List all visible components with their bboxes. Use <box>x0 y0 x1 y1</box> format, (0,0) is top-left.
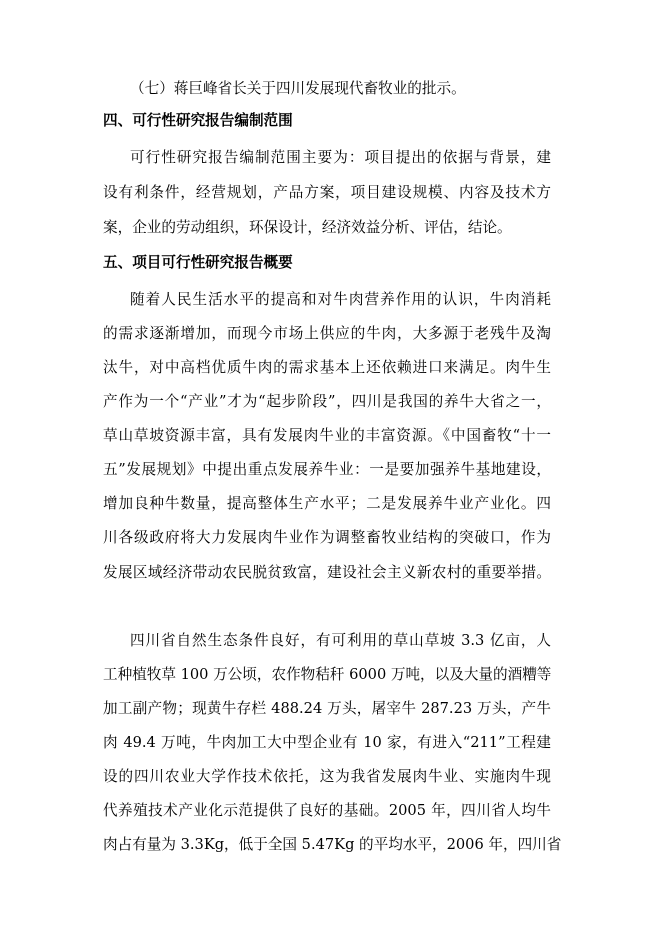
section-5-para2-line: 设的四川农业大学作技术依托，这为我省发展肉牛业、实施肉牛现 <box>103 768 551 785</box>
section-5-para1-line: 川各级政府将大力发展肉牛业作为调整畜牧业结构的突破口，作为 <box>103 529 551 546</box>
section-5-para1-line: 的需求逐渐增加，而现今市场上供应的牛肉，大多源于老残牛及淘 <box>103 325 551 342</box>
section-5-para1-line: 增加良种牛数量，提高整体生产水平；二是发展养牛业产业化。四 <box>103 495 551 512</box>
section-5-para1-line: 随着人民生活水平的提高和对牛肉营养作用的认识，牛肉消耗 <box>130 291 551 308</box>
section-5-heading: 五、项目可行性研究报告概要 <box>103 254 293 271</box>
section-5-para1-line: 草山草坡资源丰富，具有发展肉牛业的丰富资源。《中国畜牧“十一 <box>103 427 551 444</box>
section-5-para2-line: 肉 49.4 万吨，牛肉加工大中型企业有 10 家，有进入“211”工程建 <box>103 734 551 751</box>
section-5-para2-line: 四川省自然生态条件良好，有可利用的草山草坡 3.3 亿亩，人 <box>130 632 551 649</box>
section-4-heading: 四、可行性研究报告编制范围 <box>103 112 293 129</box>
section-4-line: 可行性研究报告编制范围主要为：项目提出的依据与背景，建 <box>130 149 551 166</box>
section-5-para1-line: 汰牛，对中高档优质牛肉的需求基本上还依赖进口来满足。肉牛生 <box>103 359 551 376</box>
section-4-line: 设有利条件，经营规划，产品方案，项目建设规模、内容及技术方 <box>103 184 551 201</box>
section-5-para1-line: 五”发展规划》中提出重点发展养牛业：一是要加强养牛基地建设， <box>103 461 551 478</box>
section-5-para2-line: 工种植牧草 100 万公顷，农作物秸秆 6000 万吨，以及大量的酒糟等 <box>103 666 552 683</box>
section-4-line: 案，企业的劳动组织，环保设计，经济效益分析、评估，结论。 <box>103 219 512 236</box>
section-5-para2-line: 肉占有量为 3.3Kg，低于全国 5.47Kg 的平均水平，2006 年，四川省 <box>103 836 562 853</box>
section-5-para2-line: 加工副产物；现黄牛存栏 488.24 万头，屠宰牛 287.23 万头，产牛 <box>103 700 551 717</box>
section-5-para2-line: 代养殖技术产业化示范提供了良好的基础。2005 年，四川省人均牛 <box>103 802 551 819</box>
section-5-para1-line: 发展区域经济带动农民脱贫致富，建设社会主义新农村的重要举措。 <box>103 564 551 581</box>
section-5-para1-line: 产作为一个“产业”才为“起步阶段”，四川是我国的养牛大省之一， <box>103 393 551 410</box>
item-7-text: （七）蒋巨峰省长关于四川发展现代畜牧业的批示。 <box>130 80 466 97</box>
